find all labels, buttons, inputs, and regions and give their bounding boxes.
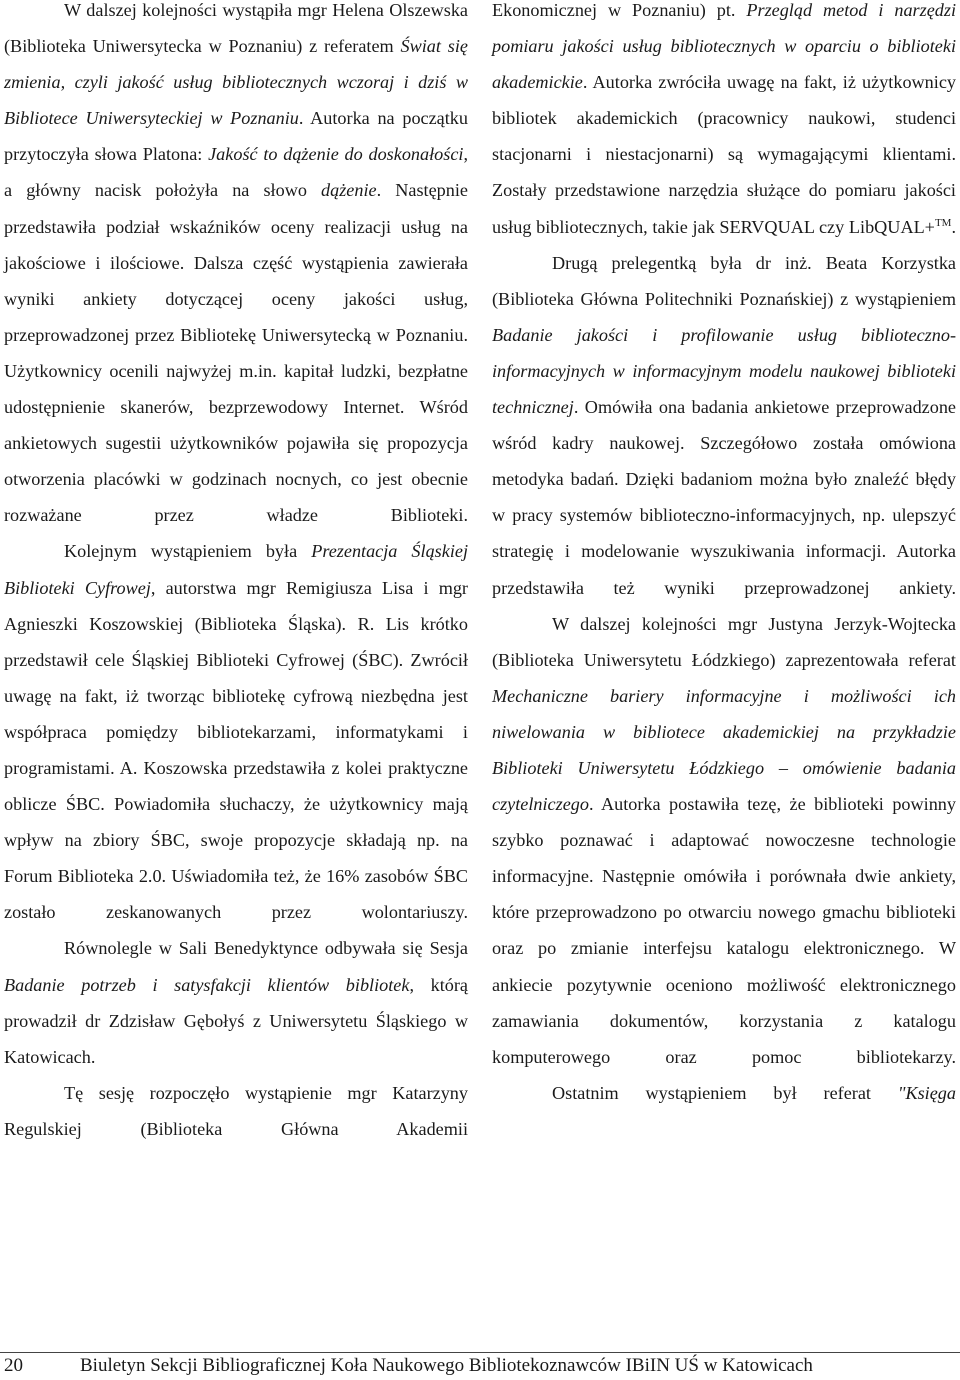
text: Tę sesję rozpoczęło wystąpienie mgr Katarzyny Regulskiej (Biblioteka Główna Akademii xyxy=(4,1082,468,1139)
talk-title: Świat się zmienia, czyli jakość usług bibliotecznych wczoraj i dziś w Bibliotece Uniwersyteckiej w Poznaniu xyxy=(4,36,468,129)
page-number: 20 xyxy=(4,1355,23,1376)
paragraph-regulska-start xyxy=(4,1075,468,1147)
text: , którą prowadził dr Zdzisław Gębołyś z Uniwersytetu Śląskiego w Katowicach. xyxy=(4,974,468,1067)
left-column xyxy=(4,0,468,1147)
text: . Omówiła ona badania ankietowe przeprowadzone wśród kadry naukowej. Szczegółowo została omówiona metodyka badań. Dzięki badaniom można było znaleźć błędy w pracy systemów biblioteczno-informacyjnych, np. ulepszyć strategię i modelowanie wyszukiwania informacji. Autorka przedstawiła też wyniki przeprowadzonej ankiety. xyxy=(492,397,956,598)
page-footer xyxy=(0,1352,960,1378)
talk-title: "Księga xyxy=(897,1082,956,1103)
emphasized-word: dążenie xyxy=(321,180,377,201)
text: W dalszej kolejności mgr Justyna Jerzyk-Wojtecka (Biblioteka Uniwersytetu Łódzkiego) zaprezentowała referat xyxy=(492,613,956,670)
paragraph-last-talk xyxy=(492,1075,956,1111)
paragraph-lis-koszowska xyxy=(4,533,468,930)
text: Ekonomicznej w Poznaniu) pt. xyxy=(492,0,747,20)
talk-title: Przegląd metod i narzędzi pomiaru jakości usług bibliotecznych w oparciu o biblioteki akademickie xyxy=(492,0,956,93)
text: Równolegle w Sali Benedyktynce odbywała się Sesja xyxy=(64,938,468,959)
paragraph-olszewska xyxy=(4,0,468,533)
talk-title: Mechaniczne bariery informacyjne i możliwości ich niwelowania w bibliotece akademickiej na przykładzie Biblioteki Uniwersytetu Łódzkiego – omówienie badania czytelniczego xyxy=(492,685,956,815)
text: Kolejnym wystąpieniem była xyxy=(64,541,312,562)
paragraph-regulska-continued xyxy=(492,0,956,245)
session-title: Badanie potrzeb i satysfakcji klientów bibliotek xyxy=(4,974,410,995)
text: Ostatnim wystąpieniem był referat xyxy=(552,1082,898,1103)
right-column xyxy=(492,0,956,1111)
text: . Autorka na początku przytoczyła słowa Platona: xyxy=(4,108,468,165)
text: W dalszej kolejności wystąpiła mgr Helena Olszewska (Biblioteka Uniwersytecka w Poznaniu) z referatem xyxy=(4,0,468,57)
text: . Następnie przedstawiła podział wskaźników oceny realizacji usług na jakościowe i ilościowe. Dalsza część wystąpienia zawierała wyniki ankiety dotyczącej oceny jakości usług, przeprowadzonej przez Bibliotekę Uniwersytecką w Poznaniu. Użytkownicy ocenili najwyżej m.in. kapitał ludzki, bezpłatne udostępnienie skanerów, bezprzewodowy Internet. Wśród ankietowych sugestii użytkowników pojawiła się propozycja otworzenia placówki w godzinach nocnych, co jest obecnie rozważane przez władze Biblioteki. xyxy=(4,180,468,526)
trademark-superscript: TM xyxy=(934,216,952,229)
paragraph-jerzyk-wojtecka xyxy=(492,606,956,1075)
talk-title: Badanie jakości i profilowanie usług biblioteczno-informacyjnych w informacyjnym modelu naukowej biblioteki technicznej xyxy=(492,324,956,418)
paragraph-session xyxy=(4,930,468,1074)
quote: Jakość to dążenie do doskonałości xyxy=(208,144,464,165)
text: , autorstwa mgr Remigiusza Lisa i mgr Agnieszki Koszowskiej (Biblioteka Śląska). R. Lis krótko przedstawił cele Śląskiej Biblioteki Cyfrowej (ŚBC). Zwrócił uwagę na fakt, iż tworząc bibliotekę cyfrową niezbędna jest współpraca pomiędzy bibliotekarzami, informatykami i programistami. A. Koszowska przedstawiła z kolei praktyczne oblicze ŚBC. Powiadomiła słuchaczy, że użytkownicy mają wpływ na zbiory ŚBC, swoje propozycje składają np. na Forum Biblioteka 2.0. Uświadomiła też, że 16% zasobów ŚBC zostało zeskanowanych przez wolontariuszy. xyxy=(4,577,468,923)
footer-title: Biuletyn Sekcji Bibliograficznej Koła Naukowego Bibliotekoznawców IBiIN UŚ w Katowicach xyxy=(80,1355,813,1376)
text: Drugą prelegentką była dr inż. Beata Korzystka (Biblioteka Główna Politechniki Poznańskiej) z wystąpieniem xyxy=(492,252,956,309)
text: . Autorka zwróciła uwagę na fakt, iż użytkownicy bibliotek akademickich (pracownicy naukowi, studenci stacjonarni i niestacjonarni) są wymagającymi klientami. Zostały przedstawione narzędzia służące do pomiaru jakości usług bibliotecznych, takie jak SERVQUAL czy LibQUAL+ xyxy=(492,72,956,237)
paragraph-korzystka xyxy=(492,245,956,606)
text: , a główny nacisk położyła na słowo xyxy=(4,144,468,201)
text: . Autorka postawiła tezę, że biblioteki powinny szybko poznawać i adaptować nowoczesne technologie informacyjne. Następnie omówiła i porównała dwie ankiety, które przeprowadzono po otwarciu nowego gmachu biblioteki oraz po zmianie interfejsu katalogu elektronicznego. W ankiecie pozytywnie oceniono możliwość elektronicznego zamawiania dokumentów, korzystania z katalogu komputerowego oraz pomoc bibliotekarzy. xyxy=(492,794,956,1067)
footer-rule xyxy=(0,1352,960,1353)
text: . xyxy=(951,216,956,237)
talk-title: Prezentacja Śląskiej Biblioteki Cyfrowej xyxy=(4,541,469,598)
